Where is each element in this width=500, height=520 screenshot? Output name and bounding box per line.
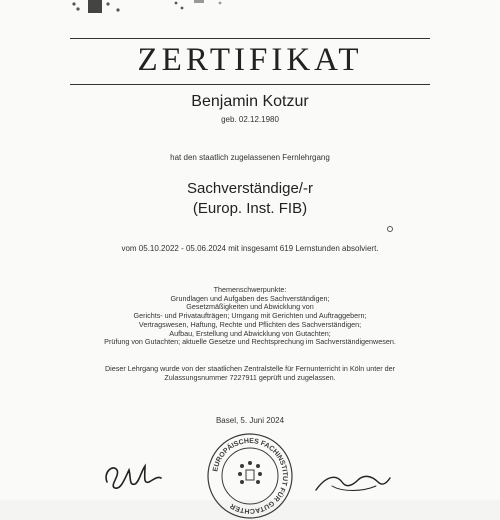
signature-right xyxy=(312,466,392,498)
topic-line: Gerichts- und Privataufträgen; Umgang mit Gerichten und Auftraggebern; xyxy=(133,311,367,321)
topic-line: Vertragswesen, Haftung, Rechte und Pflichten des Sachverständigen; xyxy=(138,319,362,329)
recipient-name: Benjamin Kotzur xyxy=(191,93,309,110)
title-rule-top xyxy=(70,38,430,39)
course-title-line2: (Europ. Inst. FIB) xyxy=(192,200,308,217)
logo-fragment xyxy=(70,0,230,20)
course-title-line1: Sachverständige/-r xyxy=(187,180,313,197)
completion-text: vom 05.10.2022 - 05.06.2024 mit insgesamt 619 Lernstunden absolviert. xyxy=(121,244,379,253)
course-intro: hat den staatlich zugelassenen Fernlehrgang xyxy=(170,153,330,162)
topic-line: Prüfung von Gutachten; aktuelle Gesetze und Rechtsprechung im Sachverständigenwesen. xyxy=(104,337,396,347)
birth-date: geb. 02.12.1980 xyxy=(221,115,279,124)
small-mark xyxy=(387,226,393,232)
svg-text:EUROPÄISCHES FACHINSTITUT FÜR xyxy=(212,438,288,514)
topic-line: Aufbau, Erstellung und Abwicklung von Gutachten; xyxy=(169,328,331,338)
signature-left xyxy=(95,452,175,492)
topic-line: Grundlagen und Aufgaben des Sachverständigen; xyxy=(170,293,330,303)
topics-heading: Themenschwerpunkte: xyxy=(213,285,287,294)
topics-block xyxy=(0,286,500,347)
topic-line: Gesetzmäßigkeiten und Abwicklung von xyxy=(186,302,314,312)
institute-seal xyxy=(206,432,294,520)
certificate-title: ZERTIFIKAT xyxy=(137,42,363,78)
accreditation-line: Zulassungsnummer 7227911 geprüft und zugelassen. xyxy=(164,373,336,382)
title-rule-bottom xyxy=(70,84,430,85)
seal-text: EUROPÄISCHES FACHINSTITUT FÜR GUTACHTER xyxy=(212,437,289,515)
place-date: Basel, 5. Juni 2024 xyxy=(215,416,285,425)
accreditation-line: Dieser Lehrgang wurde von der staatlichen Zentralstelle für Fernunterricht in Köln unter der xyxy=(104,364,396,373)
accreditation-note xyxy=(0,364,500,382)
